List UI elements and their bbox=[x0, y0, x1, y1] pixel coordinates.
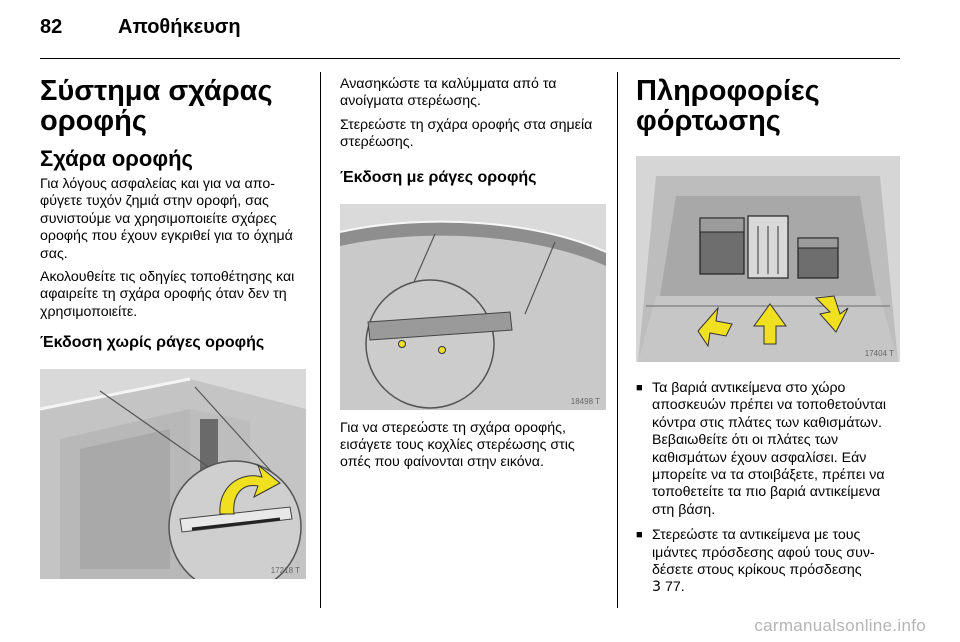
figure-roof-without-rails bbox=[40, 369, 306, 579]
list-item bbox=[636, 527, 902, 597]
loading-tips-list bbox=[636, 380, 902, 597]
page-reference-link[interactable]: 77. bbox=[664, 579, 685, 596]
figure-number: 17404 T bbox=[864, 349, 894, 358]
page-number: 82 bbox=[40, 16, 63, 38]
figure-luggage-loading bbox=[636, 156, 900, 362]
heading-roof-rack-system: Σύστημα σχάρας οροφής bbox=[40, 75, 273, 137]
paragraph: Ακολουθείτε τις οδηγίες τοποθέτησης και αφαιρείτε τη σχάρα οροφής όταν δεν τη χρησιμοποιείτε. bbox=[40, 269, 295, 320]
column-divider bbox=[617, 72, 618, 608]
subsection-with-rails: Έκδοση με ράγες οροφής bbox=[340, 168, 537, 186]
list-item: ■ Τα βαριά αντικείμενα στο χώρο αποσκευών πρέπει να τοποθετούνται κόντρα στις πλάτες των καθισμάτων. Βεβαιωθείτε ότι οι πλάτες των καθισμάτων έχουν ασφαλίσει. Εάν μπορείτε να τα στοιβάξετε, πρέπει να τοποθετείτε τα πιο βαριά αντικείμενα στη βάση. bbox=[636, 380, 902, 519]
roof-mount-illustration bbox=[40, 369, 306, 579]
heading-loading-info: Πληροφορίες φόρτωσης bbox=[636, 75, 820, 137]
column-left bbox=[40, 76, 310, 579]
paragraph: Στερεώστε τη σχάρα οροφής στα σημεία στερέωσης. bbox=[340, 116, 593, 151]
watermark: carmanualsonline.info bbox=[754, 616, 926, 635]
list-item-text: Στερεώστε τα αντικείμενα με τους ιμάντες πρόσδεσης αφού τους συνδέσετε στους κρίκους πρόσδεσης bbox=[652, 527, 875, 579]
column-right bbox=[636, 76, 902, 605]
subheading-roof-rack: Σχάρα οροφής bbox=[40, 146, 193, 171]
column-middle bbox=[340, 76, 606, 478]
figure-roof-with-rails bbox=[340, 204, 606, 410]
paragraph: Για να στερεώστε τη σχάρα οροφής, εισάγετε τους κοχλίες στερέωσης στις οπές που φαίνονται στην εικόνα. bbox=[340, 419, 575, 471]
column-divider bbox=[320, 72, 321, 608]
arrow-right-icon: 3 bbox=[652, 579, 662, 596]
roof-rail-illustration bbox=[340, 204, 606, 410]
header-divider bbox=[40, 58, 900, 59]
subsection-without-rails: Έκδοση χωρίς ράγες οροφής bbox=[40, 334, 265, 352]
figure-number: 17218 T bbox=[270, 566, 300, 576]
paragraph: Ανασηκώστε τα καλύμματα από τα ανοίγματα στερέωσης. bbox=[340, 76, 557, 110]
paragraph: Για λόγους ασφαλείας και για να αποφύγετε τυχόν ζημιά στην οροφή, σας συνιστούμε να χρησιμοποιείτε σχάρες οροφής που έχουν εγκριθεί για το όχημά σας. bbox=[40, 176, 293, 262]
figure-number: 18498 T bbox=[570, 396, 600, 406]
section-title: Αποθήκευση bbox=[118, 16, 241, 38]
cargo-area-illustration bbox=[636, 156, 900, 362]
